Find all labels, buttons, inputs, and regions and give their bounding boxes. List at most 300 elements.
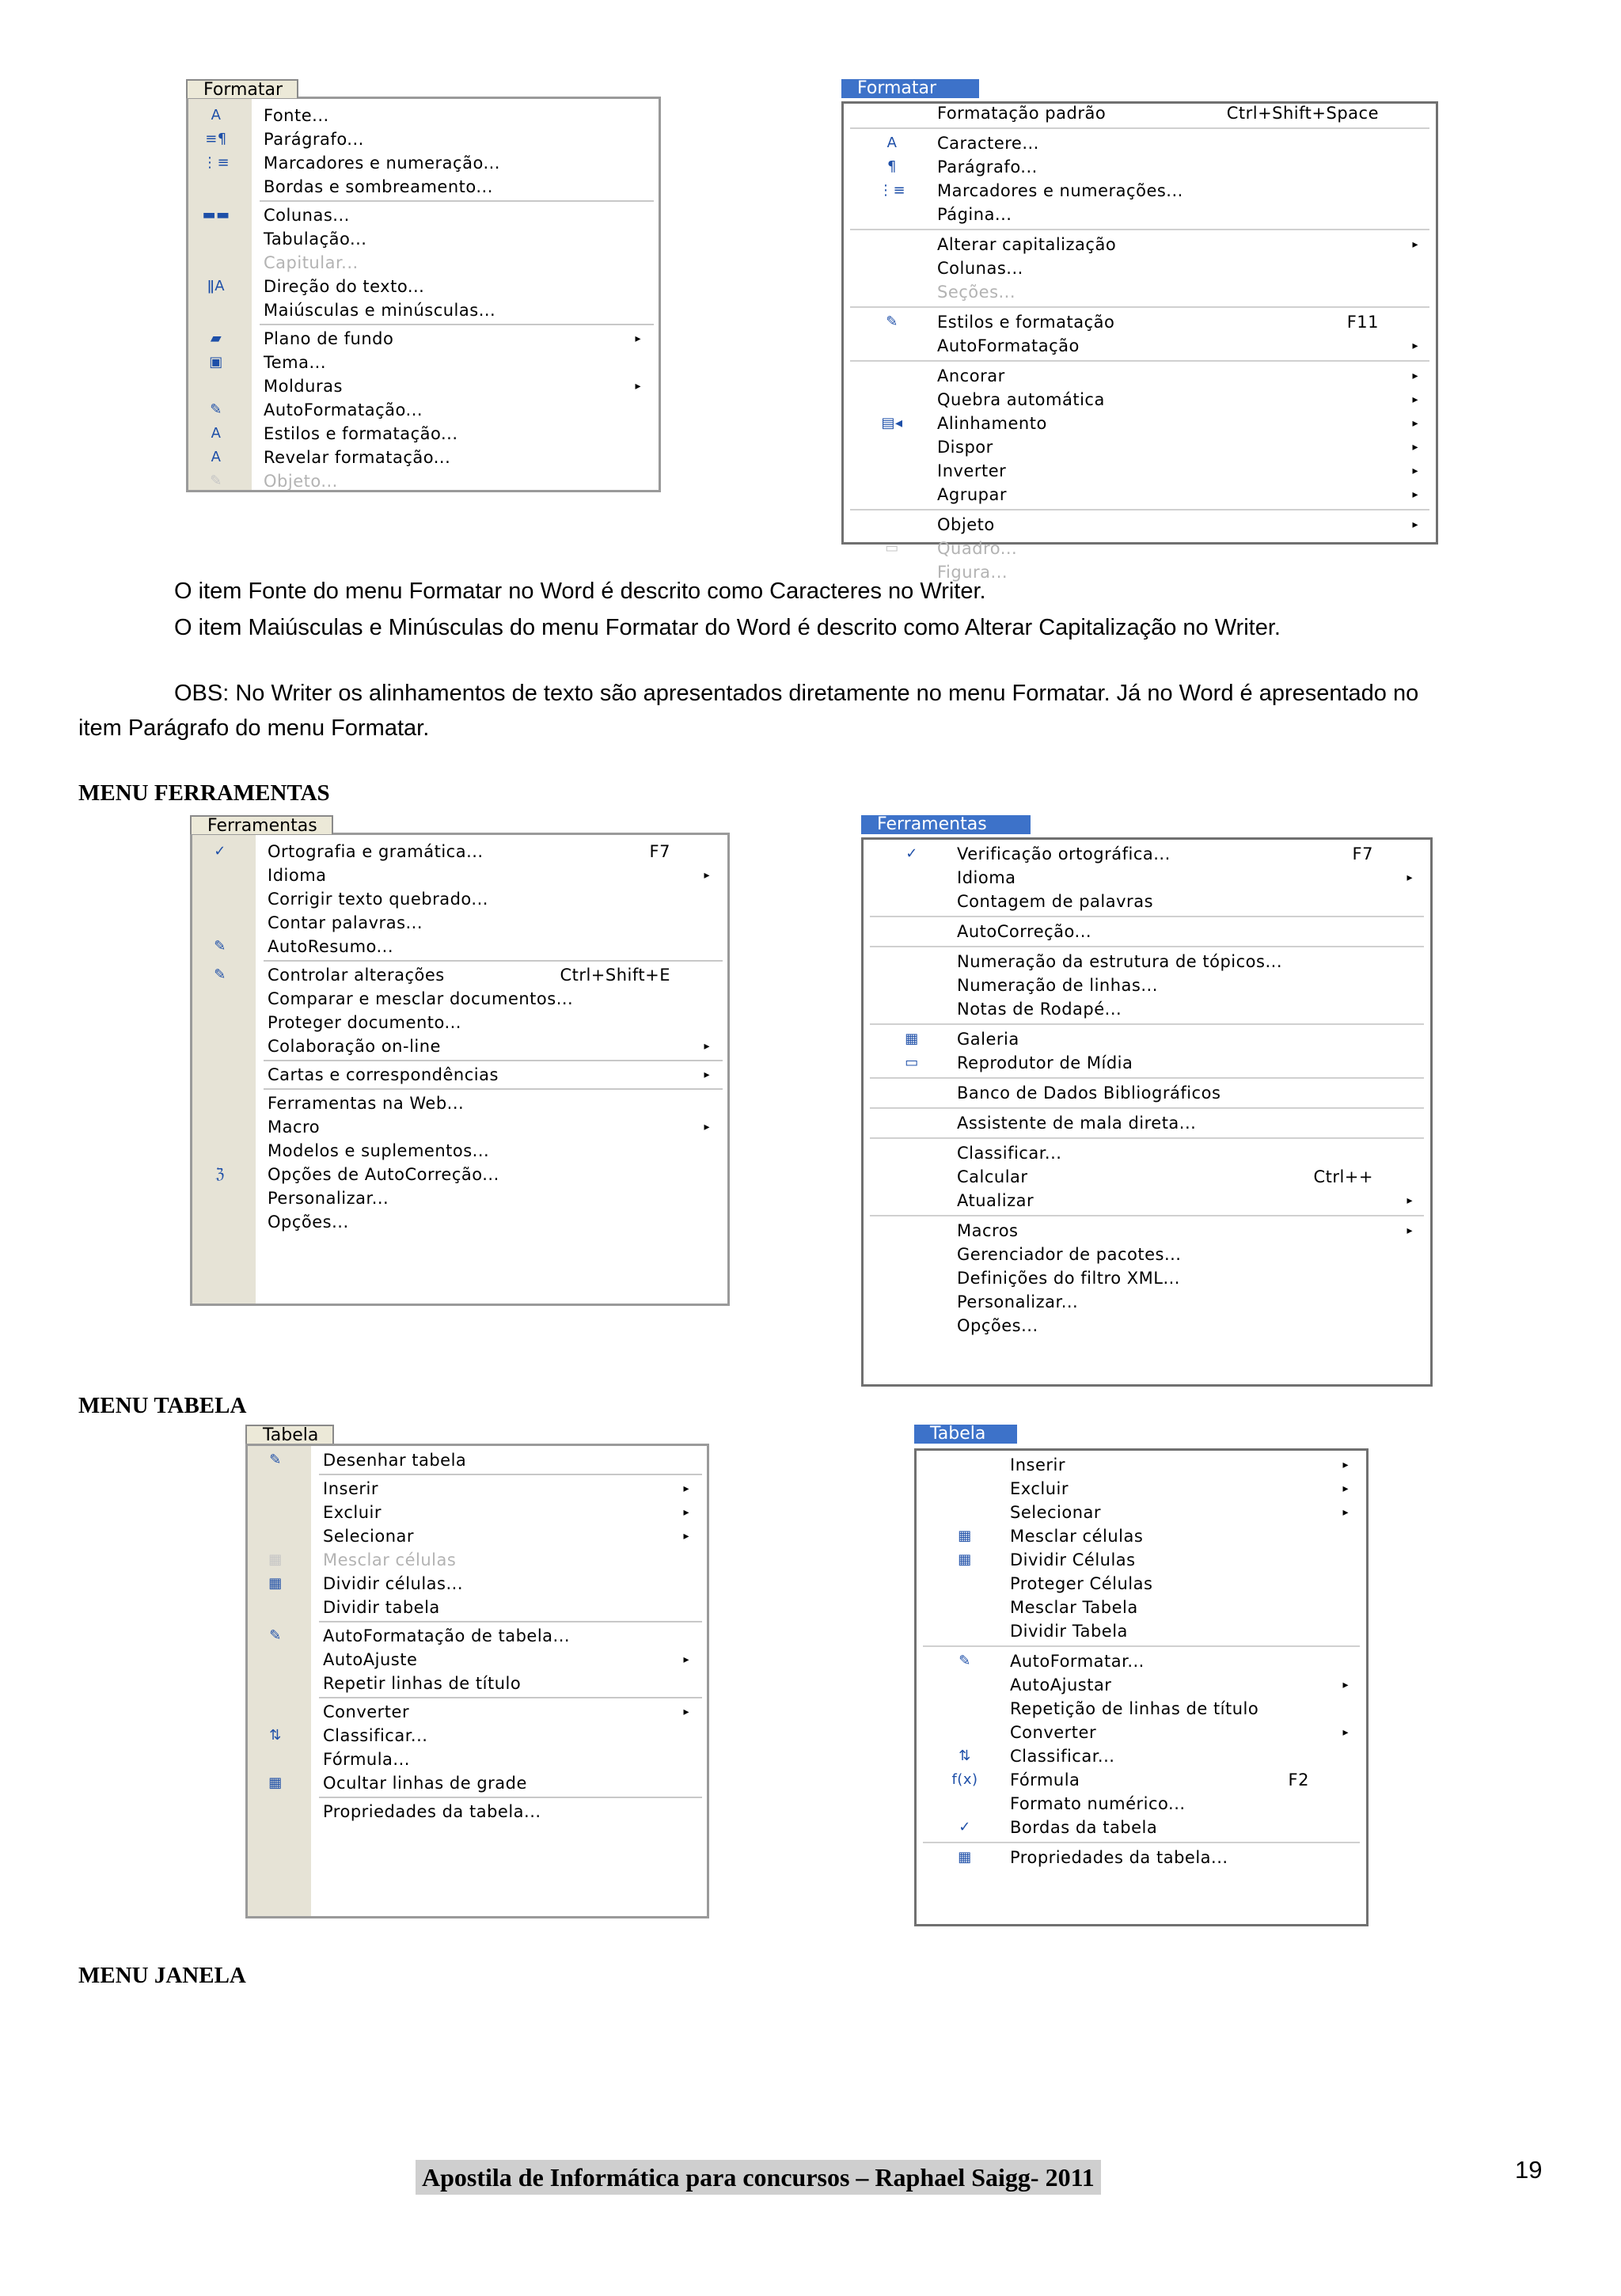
menu-item[interactable] [844, 131, 1436, 155]
menu-item-label: Desenhar tabela [323, 1451, 467, 1470]
align-icon: ▤◂ [881, 415, 903, 431]
menu-item[interactable] [192, 1163, 727, 1186]
menu-item[interactable] [188, 127, 659, 151]
submenu-arrow-icon: ▸ [1412, 518, 1418, 531]
menu-item[interactable] [864, 1266, 1430, 1290]
menu-item[interactable] [188, 327, 659, 351]
menu-item[interactable] [192, 863, 727, 887]
menu-item[interactable] [917, 1816, 1366, 1839]
menu-item-label: Proteger documento... [268, 1013, 461, 1032]
menu-separator [264, 1088, 723, 1090]
menu-item-label: AutoAjuste [323, 1650, 418, 1669]
menu-item-label: Fonte... [264, 106, 329, 125]
styles-icon: ✎ [886, 313, 898, 330]
menu-item[interactable] [248, 1700, 707, 1724]
menu-separator [870, 1023, 1424, 1025]
menu-item[interactable] [864, 842, 1430, 866]
menu-item[interactable] [864, 1189, 1430, 1213]
menu-item[interactable] [864, 1165, 1430, 1189]
menu-separator [319, 1797, 702, 1798]
menu-item[interactable] [188, 275, 659, 298]
menu-item-label: Galeria [957, 1030, 1019, 1049]
menu-item-label: Agrupar [937, 485, 1007, 504]
menu-item-label: Fórmula... [323, 1750, 410, 1769]
menu-item-label: Bordas e sombreamento... [264, 177, 493, 196]
menu-item-label: Colunas... [264, 206, 350, 225]
menu-item-label: Modelos e suplementos... [268, 1141, 490, 1160]
menu-item-label: Seções... [937, 283, 1016, 302]
media-player-icon: ▭ [905, 1054, 919, 1071]
menu-item-label: Alinhamento [937, 414, 1047, 433]
menu-separator [923, 1645, 1360, 1647]
theme-icon: ▣ [209, 354, 223, 370]
menu-item[interactable] [192, 911, 727, 935]
font-icon: A [211, 107, 222, 123]
menu-item[interactable] [917, 1572, 1366, 1596]
menu-item[interactable] [917, 1524, 1366, 1548]
menu-item-label: Dividir Tabela [1010, 1622, 1128, 1641]
menu-item[interactable] [248, 1800, 707, 1824]
menu-item[interactable] [844, 435, 1436, 459]
menu-item-label: Estilos e formatação [937, 313, 1115, 332]
menu-item-label: Personalizar... [268, 1189, 389, 1208]
menu-item[interactable] [864, 973, 1430, 997]
autoformat-icon: ✎ [959, 1653, 971, 1669]
paragraph-obs-line1: OBS: No Writer os alinhamentos de texto são apresentados diretamente no menu Formatar. Já no Word é apresentado no [174, 681, 1419, 706]
menu-item[interactable] [248, 1477, 707, 1501]
menu-item-label: Comparar e mesclar documentos... [268, 989, 574, 1008]
menu-item-shortcut: F7 [1352, 844, 1373, 863]
menu-item[interactable] [917, 1649, 1366, 1673]
draw-table-icon: ✎ [269, 1452, 282, 1468]
menu-item-label: Controlar alterações [268, 966, 445, 985]
menu-item-label: AutoFormatar... [1010, 1652, 1145, 1671]
columns-icon: ▬▬ [202, 207, 230, 223]
paragraph-icon: ≡¶ [205, 131, 227, 147]
menu-item[interactable] [844, 179, 1436, 203]
menu-item[interactable] [864, 1027, 1430, 1051]
writer-ferramentas-menu [861, 815, 1433, 1387]
submenu-arrow-icon: ▸ [1342, 1726, 1349, 1739]
menu-item[interactable] [248, 1624, 707, 1648]
table-properties-icon: ▦ [958, 1849, 972, 1865]
gridlines-icon: ▦ [268, 1774, 283, 1791]
menu-item[interactable] [188, 374, 659, 398]
menu-item[interactable] [188, 398, 659, 422]
character-icon: A [886, 135, 898, 151]
submenu-arrow-icon: ▸ [1342, 1506, 1349, 1519]
menu-item[interactable] [192, 1034, 727, 1058]
menu-item-label: AutoFormatação de tabela... [323, 1626, 571, 1645]
menu-item-label: Tabulação... [264, 230, 367, 249]
menu-item[interactable] [844, 334, 1436, 358]
bullets-icon: ⋮≡ [878, 182, 906, 199]
submenu-arrow-icon: ▸ [1412, 238, 1418, 251]
bullets-icon: ⋮≡ [202, 154, 230, 171]
menu-separator [319, 1474, 702, 1475]
menu-item-label: Macros [957, 1221, 1019, 1240]
menu-item[interactable] [248, 1596, 707, 1619]
menu-item[interactable] [248, 1648, 707, 1672]
menu-item-label: Selecionar [323, 1527, 415, 1546]
menu-item[interactable] [192, 963, 727, 987]
menu-item-label: Assistente de mala direta... [957, 1114, 1197, 1133]
check-icon: ✓ [959, 1819, 971, 1835]
menu-item[interactable] [188, 351, 659, 374]
menu-item[interactable] [844, 310, 1436, 334]
menu-item-label: Opções... [268, 1213, 349, 1231]
menu-item-label: Personalizar... [957, 1292, 1079, 1311]
submenu-arrow-icon: ▸ [683, 1653, 689, 1666]
menu-separator [850, 127, 1429, 129]
menu-item[interactable] [864, 890, 1430, 913]
word-formatar-tab[interactable]: Formatar [186, 79, 298, 98]
menu-item[interactable] [248, 1501, 707, 1524]
menu-item-label: Repetir linhas de título [323, 1674, 522, 1693]
menu-item[interactable] [864, 1111, 1430, 1135]
menu-item[interactable] [864, 1051, 1430, 1075]
menu-item[interactable] [844, 101, 1436, 125]
menu-item-label: Calcular [957, 1167, 1028, 1186]
menu-item[interactable] [188, 446, 659, 469]
menu-separator [870, 916, 1424, 917]
word-tabela-menu [245, 1425, 709, 1918]
submenu-arrow-icon: ▸ [1342, 1459, 1349, 1471]
menu-item[interactable] [917, 1792, 1366, 1816]
menu-item[interactable] [188, 227, 659, 251]
menu-item[interactable] [188, 151, 659, 175]
menu-item[interactable] [248, 1724, 707, 1748]
object-icon: ✎ [210, 472, 222, 489]
menu-item [188, 469, 659, 493]
sort-icon: ⇅ [269, 1727, 282, 1744]
menu-item-label: Definições do filtro XML... [957, 1269, 1180, 1288]
menu-item[interactable] [917, 1548, 1366, 1572]
menu-item[interactable] [864, 1243, 1430, 1266]
menu-item-label: Repetição de linhas de título [1010, 1699, 1259, 1718]
submenu-arrow-icon: ▸ [683, 1482, 689, 1495]
menu-item-label: Formato numérico... [1010, 1794, 1186, 1813]
writer-ferramentas-tab[interactable]: Ferramentas [861, 815, 1031, 834]
menu-item-label: Classificar... [323, 1726, 428, 1745]
menu-item[interactable] [917, 1453, 1366, 1477]
submenu-arrow-icon: ▸ [683, 1506, 689, 1519]
menu-item-label: Marcadores e numeração... [264, 154, 500, 173]
menu-item-label: AutoFormatação... [264, 400, 423, 419]
submenu-arrow-icon: ▸ [1412, 441, 1418, 454]
menu-item-label: Banco de Dados Bibliográficos [957, 1083, 1221, 1102]
menu-item-label: Dividir Células [1010, 1550, 1136, 1569]
menu-item-label: Figura... [937, 563, 1008, 582]
menu-item[interactable] [248, 1524, 707, 1548]
frame-icon: ▭ [885, 540, 899, 556]
submenu-arrow-icon: ▸ [1412, 340, 1418, 352]
menu-item[interactable] [248, 1771, 707, 1795]
menu-item-label: Verificação ortográfica... [957, 844, 1171, 863]
menu-item-label: Converter [1010, 1723, 1097, 1742]
menu-item-label: Numeração de linhas... [957, 976, 1158, 995]
sort-icon: ⇅ [959, 1748, 971, 1764]
menu-item[interactable] [844, 388, 1436, 412]
submenu-arrow-icon: ▸ [683, 1706, 689, 1718]
menu-item [844, 280, 1436, 304]
track-changes-icon: ✎ [214, 966, 226, 983]
menu-item-label: Colaboração on-line [268, 1037, 441, 1056]
menu-item[interactable] [917, 1477, 1366, 1501]
menu-item-label: Idioma [268, 866, 327, 885]
menu-item[interactable] [192, 887, 727, 911]
menu-item-label: Bordas da tabela [1010, 1818, 1158, 1837]
paragraph-fonte: O item Fonte do menu Formatar no Word é descrito como Caracteres no Writer. [174, 579, 986, 604]
menu-item-label: Maiúsculas e minúsculas... [264, 301, 496, 320]
menu-item[interactable] [917, 1697, 1366, 1721]
menu-item[interactable] [864, 1081, 1430, 1105]
menu-item-shortcut: F2 [1288, 1770, 1309, 1789]
menu-item-label: Página... [937, 205, 1012, 224]
menu-item-label: Inserir [1010, 1455, 1065, 1474]
writer-tabela-menu [914, 1425, 1369, 1926]
menu-item-label: Propriedades da tabela... [1010, 1848, 1228, 1867]
menu-separator [870, 1215, 1424, 1216]
menu-item[interactable] [917, 1744, 1366, 1768]
submenu-arrow-icon: ▸ [704, 1040, 710, 1053]
word-ferramentas-tab[interactable]: Ferramentas [190, 815, 333, 834]
submenu-arrow-icon: ▸ [1412, 370, 1418, 382]
menu-item-shortcut: Ctrl++ [1313, 1167, 1373, 1186]
menu-item[interactable] [192, 1115, 727, 1139]
menu-item[interactable] [248, 1572, 707, 1596]
menu-item-label: AutoAjustar [1010, 1676, 1112, 1694]
merge-cells-icon: ▦ [268, 1551, 283, 1568]
menu-item-shortcut: Ctrl+Shift+Space [1226, 104, 1379, 123]
menu-separator [850, 509, 1429, 510]
spelling-icon: ✓ [214, 843, 226, 860]
menu-item-label: Objeto... [264, 472, 338, 491]
menu-item[interactable] [844, 513, 1436, 537]
submenu-arrow-icon: ▸ [1412, 417, 1418, 430]
menu-item-label: Reprodutor de Mídia [957, 1053, 1133, 1072]
submenu-arrow-icon: ▸ [1342, 1679, 1349, 1691]
paragraph-maiusculas: O item Maiúsculas e Minúsculas do menu Formatar do Word é descrito como Alterar Capitalização no Writer. [174, 615, 1281, 640]
menu-item-label: Ocultar linhas de grade [323, 1774, 527, 1793]
background-icon: ▰ [210, 330, 222, 347]
menu-item[interactable] [917, 1768, 1366, 1792]
menu-item[interactable] [844, 483, 1436, 507]
formula-icon: f(x) [951, 1771, 978, 1788]
submenu-arrow-icon: ▸ [635, 380, 641, 393]
menu-item[interactable] [917, 1673, 1366, 1697]
text-direction-icon: ǁA [207, 278, 226, 294]
menu-item[interactable] [864, 1290, 1430, 1314]
menu-item-label: Estilos e formatação... [264, 424, 458, 443]
submenu-arrow-icon: ▸ [1342, 1482, 1349, 1495]
menu-item[interactable] [844, 459, 1436, 483]
menu-item-label: Caractere... [937, 134, 1039, 153]
menu-separator [870, 1077, 1424, 1079]
menu-item[interactable] [844, 256, 1436, 280]
menu-item-label: Dispor [937, 438, 993, 457]
menu-item-label: Gerenciador de pacotes... [957, 1245, 1182, 1264]
menu-item-label: Ortografia e gramática... [268, 842, 484, 861]
submenu-arrow-icon: ▸ [704, 869, 710, 882]
menu-item[interactable] [864, 866, 1430, 890]
menu-item[interactable] [844, 364, 1436, 388]
menu-item-label: Cartas e correspondências [268, 1065, 499, 1084]
menu-item-label: Excluir [323, 1503, 382, 1522]
submenu-arrow-icon: ▸ [1412, 488, 1418, 501]
menu-item-label: Atualizar [957, 1191, 1034, 1210]
menu-separator [923, 1842, 1360, 1843]
autosummary-icon: ✎ [214, 938, 226, 954]
menu-item-label: Direção do texto... [264, 277, 425, 296]
table-autoformat-icon: ✎ [269, 1627, 282, 1644]
word-ferramentas-menu [190, 815, 730, 1306]
menu-separator [260, 200, 654, 202]
menu-item-label: Proteger Células [1010, 1574, 1153, 1593]
menu-item-label: Propriedades da tabela... [323, 1802, 541, 1821]
menu-item-label: Quebra automática [937, 390, 1105, 409]
menu-separator [264, 960, 723, 962]
menu-item[interactable] [844, 412, 1436, 435]
menu-item[interactable] [864, 950, 1430, 973]
menu-separator [319, 1697, 702, 1698]
menu-item-label: Classificar... [957, 1144, 1062, 1163]
submenu-arrow-icon: ▸ [704, 1121, 710, 1133]
menu-item[interactable] [192, 1186, 727, 1210]
paragraph-icon: ¶ [887, 158, 897, 175]
menu-item[interactable] [188, 203, 659, 227]
submenu-arrow-icon: ▸ [1407, 1224, 1413, 1237]
word-formatar-menu [186, 79, 661, 492]
writer-tabela-tab[interactable]: Tabela [914, 1425, 1017, 1444]
spelling-icon: ✓ [905, 845, 918, 862]
menu-item-label: Opções... [957, 1316, 1038, 1335]
menu-item-label: Mesclar células [323, 1550, 457, 1569]
autoformat-icon: ✎ [210, 401, 222, 418]
submenu-arrow-icon: ▸ [1412, 393, 1418, 406]
menu-item-label: Converter [323, 1702, 410, 1721]
writer-formatar-tab[interactable]: Formatar [841, 79, 979, 98]
menu-item-label: Inserir [323, 1479, 378, 1498]
menu-item-label: AutoResumo... [268, 937, 394, 956]
menu-item-label: Plano de fundo [264, 329, 394, 348]
menu-item [188, 251, 659, 275]
menu-item[interactable] [192, 1063, 727, 1087]
menu-item-label: Numeração da estrutura de tópicos... [957, 952, 1283, 971]
menu-item-label: Parágrafo... [937, 157, 1038, 176]
menu-item[interactable] [917, 1619, 1366, 1643]
heading-menu-ferramentas: MENU FERRAMENTAS [78, 780, 330, 806]
styles-icon: A [211, 425, 222, 442]
reveal-format-icon: A [211, 449, 222, 465]
menu-item[interactable] [844, 155, 1436, 179]
menu-item-label: Molduras [264, 377, 343, 396]
menu-item-label: Macro [268, 1118, 321, 1137]
menu-item[interactable] [192, 1210, 727, 1234]
menu-item[interactable] [188, 175, 659, 199]
menu-separator [264, 1060, 723, 1061]
menu-item-label: Objeto [937, 515, 995, 534]
menu-separator [870, 1137, 1424, 1139]
menu-item-shortcut: F11 [1346, 313, 1379, 332]
menu-item-label: Fórmula [1010, 1770, 1080, 1789]
menu-item[interactable] [864, 920, 1430, 943]
menu-item[interactable] [192, 1091, 727, 1115]
menu-item[interactable] [188, 422, 659, 446]
menu-item[interactable] [248, 1672, 707, 1695]
menu-separator [260, 324, 654, 325]
menu-item[interactable] [864, 1219, 1430, 1243]
menu-item[interactable] [844, 233, 1436, 256]
menu-item-label: Mesclar células [1010, 1527, 1144, 1546]
menu-item[interactable] [192, 1139, 727, 1163]
menu-item-label: Parágrafo... [264, 130, 364, 149]
menu-item[interactable] [844, 203, 1436, 226]
menu-item[interactable] [864, 1314, 1430, 1338]
menu-item-label: Classificar... [1010, 1747, 1115, 1766]
menu-item-shortcut: F7 [649, 842, 670, 861]
menu-separator [870, 946, 1424, 947]
submenu-arrow-icon: ▸ [1407, 871, 1413, 884]
menu-separator [319, 1621, 702, 1622]
menu-item-label: AutoCorreção... [957, 922, 1092, 941]
menu-item[interactable] [192, 1011, 727, 1034]
menu-item-label: Inverter [937, 461, 1007, 480]
menu-separator [850, 306, 1429, 308]
menu-item[interactable] [192, 935, 727, 958]
merge-cells-icon: ▦ [958, 1528, 972, 1544]
menu-item-shortcut: Ctrl+Shift+E [560, 966, 670, 985]
submenu-arrow-icon: ▸ [1412, 465, 1418, 477]
menu-item-label: Alterar capitalização [937, 235, 1117, 254]
menu-item-label: Marcadores e numerações... [937, 181, 1183, 200]
submenu-arrow-icon: ▸ [704, 1068, 710, 1081]
split-cells-icon: ▦ [268, 1575, 283, 1592]
menu-item-label: Opções de AutoCorreção... [268, 1165, 499, 1184]
heading-menu-tabela: MENU TABELA [78, 1393, 247, 1418]
menu-separator [870, 1107, 1424, 1109]
menu-item-label: Revelar formatação... [264, 448, 451, 467]
menu-item-label: Selecionar [1010, 1503, 1102, 1522]
menu-item-label: Ferramentas na Web... [268, 1094, 465, 1113]
paragraph-obs-line2: item Parágrafo do menu Formatar. [78, 715, 430, 741]
menu-item[interactable] [248, 1748, 707, 1771]
menu-item[interactable] [917, 1596, 1366, 1619]
menu-item[interactable] [864, 1141, 1430, 1165]
menu-item-label: Contagem de palavras [957, 892, 1154, 911]
menu-item-label: Corrigir texto quebrado... [268, 890, 488, 909]
menu-item-label: AutoFormatação [937, 336, 1080, 355]
submenu-arrow-icon: ▸ [1407, 1194, 1413, 1207]
menu-item[interactable] [248, 1448, 707, 1472]
menu-item-label: Dividir células... [323, 1574, 464, 1593]
menu-item[interactable] [917, 1846, 1366, 1869]
menu-separator [850, 229, 1429, 230]
menu-item[interactable] [917, 1501, 1366, 1524]
menu-item-label: Notas de Rodapé... [957, 1000, 1122, 1019]
menu-item[interactable] [192, 987, 727, 1011]
writer-formatar-menu [841, 78, 1438, 582]
split-cells-icon: ▦ [958, 1551, 972, 1568]
word-tabela-tab[interactable]: Tabela [245, 1425, 334, 1444]
menu-item-label: Formatação padrão [937, 104, 1107, 123]
menu-item[interactable] [864, 997, 1430, 1021]
menu-item[interactable] [917, 1721, 1366, 1744]
menu-item[interactable] [192, 840, 727, 863]
menu-item[interactable] [188, 298, 659, 322]
menu-item[interactable] [188, 104, 659, 127]
menu-item-label: Quadro... [937, 539, 1018, 558]
